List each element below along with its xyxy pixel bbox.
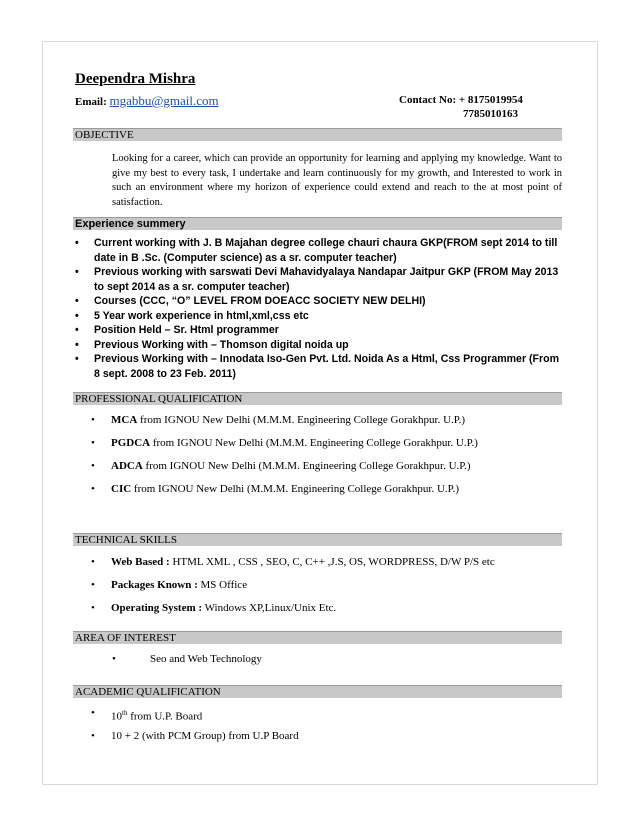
email-label: Email bbox=[75, 96, 104, 108]
degree-name: PGDCA bbox=[111, 437, 151, 449]
list-item bbox=[75, 294, 565, 309]
experience-item: Position Held – Sr. Html programmer bbox=[94, 324, 279, 336]
contact-number-alt: 7785010163 bbox=[463, 108, 518, 120]
technical-heading: TECHNICAL SKILLS bbox=[73, 533, 562, 546]
experience-list bbox=[75, 236, 565, 381]
academic-pre: 10 bbox=[111, 710, 122, 723]
email-separator: : bbox=[103, 96, 107, 108]
experience-item: Previous Working with – Innodata Iso-Gen Pvt. Ltd. Noida As a Html, Css Programmer (From 8 sept. 2008 to 23 Feb. 2011) bbox=[94, 353, 560, 380]
experience-item: Current working with J. B Majahan degree college chauri chaura GKP(FROM sept 2014 to till date in B .Sc. (Computer science) as a sr. computer teacher) bbox=[94, 237, 558, 264]
bullet-icon: • bbox=[75, 324, 79, 336]
bullet-icon: • bbox=[91, 556, 95, 568]
skill-value: HTML XML , CSS , SEO, C, C++ ,J.S, OS, WORDPRESS, D/W P/S etc bbox=[169, 556, 495, 568]
skill-value: MS Office bbox=[197, 579, 248, 591]
academic-list bbox=[91, 706, 299, 752]
bullet-icon: • bbox=[112, 653, 116, 665]
interest-heading: AREA OF INTEREST bbox=[73, 631, 562, 644]
list-item bbox=[91, 555, 495, 578]
skill-label: Web Based : bbox=[111, 556, 170, 568]
academic-item: 10 + 2 (with PCM Group) from U.P Board bbox=[111, 730, 299, 742]
bullet-icon: • bbox=[91, 730, 95, 742]
degree-detail: from IGNOU New Delhi (M.M.M. Engineering College Gorakhpur. U.P.) bbox=[137, 414, 466, 426]
list-item bbox=[75, 338, 565, 353]
bullet-icon: • bbox=[91, 483, 95, 495]
experience-item: 5 Year work experience in html,xml,css etc bbox=[94, 309, 309, 322]
academic-heading: ACADEMIC QUALIFICATION bbox=[73, 685, 562, 698]
list-item bbox=[91, 482, 478, 505]
list-item bbox=[91, 413, 478, 436]
skill-value: Windows XP,Linux/Unix Etc. bbox=[202, 602, 337, 614]
bullet-icon: • bbox=[75, 309, 79, 322]
professional-heading: PROFESSIONAL QUALIFICATION bbox=[73, 392, 562, 405]
bullet-icon: • bbox=[91, 437, 95, 449]
bullet-icon: • bbox=[75, 338, 79, 351]
list-item bbox=[91, 601, 495, 624]
technical-list bbox=[91, 555, 495, 624]
degree-detail: from IGNOU New Delhi (M.M.M. Engineering College Gorakhpur. U.P.) bbox=[150, 437, 478, 449]
list-item bbox=[91, 706, 299, 729]
skill-label: Packages Known : bbox=[111, 579, 198, 591]
list-item bbox=[75, 352, 565, 381]
bullet-icon: • bbox=[91, 602, 95, 614]
academic-post: from U.P. Board bbox=[127, 710, 203, 723]
bullet-icon: • bbox=[91, 707, 95, 719]
academic-sup: th bbox=[122, 709, 128, 717]
degree-detail: from IGNOU New Delhi (M.M.M. Engineering College Gorakhpur. U.P.) bbox=[131, 483, 459, 495]
list-item bbox=[91, 578, 495, 601]
list-item bbox=[91, 459, 478, 482]
degree-name: ADCA bbox=[111, 460, 143, 472]
interest-text: Seo and Web Technology bbox=[150, 653, 262, 665]
bullet-icon: • bbox=[75, 266, 79, 278]
professional-list bbox=[91, 413, 478, 505]
list-item bbox=[75, 309, 565, 324]
bullet-icon: • bbox=[91, 460, 95, 472]
skill-label: Operating System : bbox=[111, 602, 203, 614]
contact-number: Contact No: + 8175019954 bbox=[399, 94, 523, 106]
list-item bbox=[75, 323, 565, 338]
degree-name: CIC bbox=[111, 483, 132, 495]
list-item bbox=[91, 436, 478, 459]
experience-item: Previous working with sarswati Devi Mahavidyalaya Nandapar Jaitpur GKP (FROM May 2013 to sept 2014 as a sr. computer teacher) bbox=[94, 266, 559, 293]
list-item bbox=[91, 729, 299, 752]
candidate-name: Deependra Mishra bbox=[75, 71, 196, 87]
objective-heading: OBJECTIVE bbox=[73, 128, 562, 141]
bullet-icon: • bbox=[75, 237, 79, 249]
experience-item: Courses (CCC, “O” LEVEL FROM DOEACC SOCIETY NEW DELHI) bbox=[94, 295, 426, 307]
experience-heading: Experience summery bbox=[73, 217, 562, 230]
email-link[interactable]: mgabbu@gmail.com bbox=[109, 93, 219, 108]
experience-item: Previous Working with – Thomson digital noida up bbox=[94, 338, 349, 351]
objective-text: Looking for a career, which can provide an opportunity for learning and applying my knowledge. Want to give my best to every task, I undertake and learn continuously for my growth, and Interested to work in such an environment where my horizon of experience could extend and reach to the at most point of satisfaction. bbox=[112, 153, 562, 208]
degree-name: MCA bbox=[111, 414, 138, 426]
bullet-icon: • bbox=[91, 414, 95, 426]
list-item bbox=[75, 236, 565, 265]
email-row bbox=[75, 93, 219, 109]
bullet-icon: • bbox=[91, 579, 95, 591]
bullet-icon: • bbox=[75, 353, 79, 365]
bullet-icon: • bbox=[75, 295, 79, 307]
degree-detail: from IGNOU New Delhi (M.M.M. Engineering College Gorakhpur. U.P.) bbox=[142, 460, 471, 472]
list-item bbox=[75, 265, 565, 294]
